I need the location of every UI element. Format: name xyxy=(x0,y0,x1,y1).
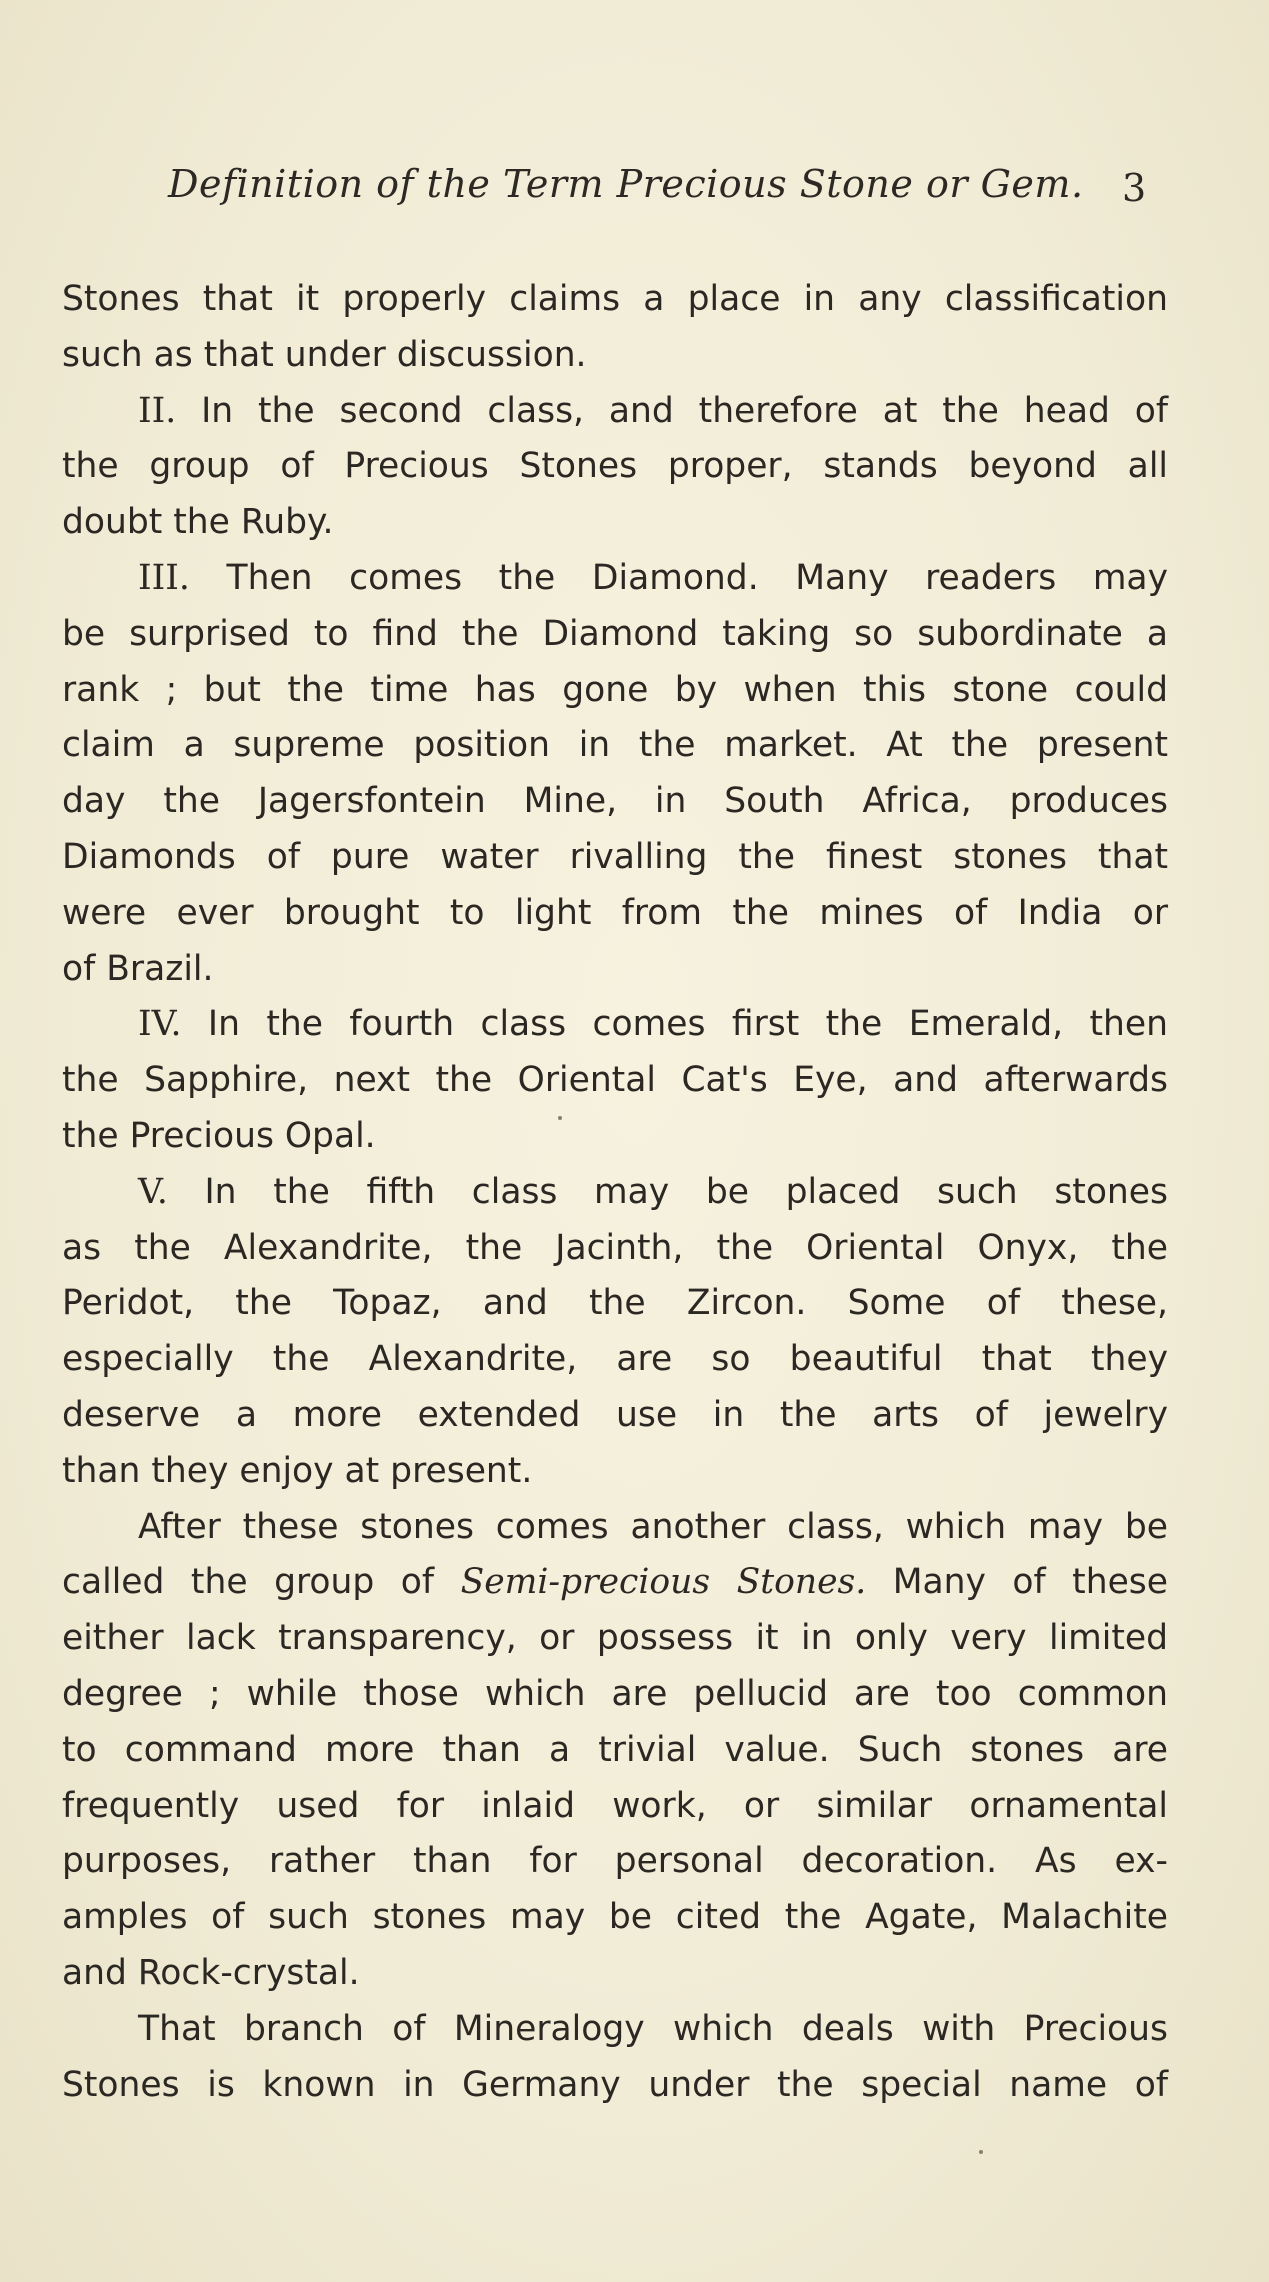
text-line: and Rock-crystal. xyxy=(62,1952,360,1993)
text-line: either lack transparency, or possess it in only very limited xyxy=(62,1618,1168,1659)
text-line: That branch of Mineralogy which deals with Precious xyxy=(138,2008,1168,2049)
text-line: as the Alexandrite, the Jacinth, the Oriental Onyx, the xyxy=(62,1227,1168,1268)
text-line xyxy=(62,1555,1168,1611)
text-span: called the group of xyxy=(62,1562,461,1603)
text-line: deserve a more extended use in the arts of jewelry xyxy=(62,1394,1168,1435)
class-numeral: II. xyxy=(138,390,177,431)
paper-speck xyxy=(558,1116,562,1120)
class-numeral: III. xyxy=(138,557,190,598)
text-line: Diamonds of pure water rivalling the finest stones that xyxy=(62,836,1168,877)
text-line: Stones is known in Germany under the special name of xyxy=(62,2064,1168,2105)
text-line: were ever brought to light from the mines of India or xyxy=(62,892,1168,933)
text-line: especially the Alexandrite, are so beautiful that they xyxy=(62,1339,1168,1380)
text-span: Then comes the Diamond. Many readers may xyxy=(189,557,1168,598)
text-line xyxy=(62,384,1168,440)
text-line: than they enjoy at present. xyxy=(62,1450,533,1491)
text-line: purposes, rather than for personal decoration. As ex- xyxy=(62,1841,1168,1882)
text-span: In the fifth class may be placed such stones xyxy=(167,1171,1168,1212)
text-line: Peridot, the Topaz, and the Zircon. Some of these, xyxy=(62,1283,1168,1324)
text-span: Many of these xyxy=(866,1562,1168,1603)
text-line: frequently used for inlaid work, or similar ornamental xyxy=(62,1785,1168,1826)
text-line: claim a supreme position in the market. At the present xyxy=(62,725,1168,766)
text-line xyxy=(62,1165,1168,1221)
running-head-title: Definition of the Term Precious Stone or Gem. xyxy=(168,162,1084,206)
text-line: Stones that it properly claims a place in any classification xyxy=(62,279,1168,319)
text-line xyxy=(62,551,1168,607)
italic-term: Semi-precious Stones. xyxy=(460,1562,867,1603)
class-numeral: V. xyxy=(138,1171,168,1212)
page-number: 3 xyxy=(1122,166,1147,210)
text-span: In the fourth class comes first the Emerald, then xyxy=(181,1004,1168,1045)
text-line: amples of such stones may be cited the Agate, Malachite xyxy=(62,1897,1168,1938)
text-line: doubt the Ruby. xyxy=(62,502,334,543)
text-span: In the second class, and therefore at the head of xyxy=(176,390,1168,431)
text-line xyxy=(62,997,1168,1053)
text-line: the group of Precious Stones proper, stands beyond all xyxy=(62,446,1168,487)
text-line: be surprised to find the Diamond taking so subordinate a xyxy=(62,613,1168,654)
text-line: degree ; while those which are pellucid are too common xyxy=(62,1673,1168,1714)
class-numeral: IV. xyxy=(138,1004,182,1045)
text-line: day the Jagersfontein Mine, in South Africa, produces xyxy=(62,781,1168,822)
body-text xyxy=(62,272,1168,2113)
text-line: of Brazil. xyxy=(62,948,214,989)
text-line: After these stones comes another class, which may be xyxy=(138,1506,1168,1547)
text-line: the Precious Opal. xyxy=(62,1115,376,1156)
text-line: rank ; but the time has gone by when this stone could xyxy=(62,669,1168,710)
paper-speck xyxy=(979,2150,983,2154)
text-line: such as that under discussion. xyxy=(62,334,587,375)
text-line: the Sapphire, next the Oriental Cat's Eye, and afterwards xyxy=(62,1060,1168,1101)
running-head xyxy=(62,162,1162,222)
text-line: to command more than a trivial value. Such stones are xyxy=(62,1729,1168,1770)
